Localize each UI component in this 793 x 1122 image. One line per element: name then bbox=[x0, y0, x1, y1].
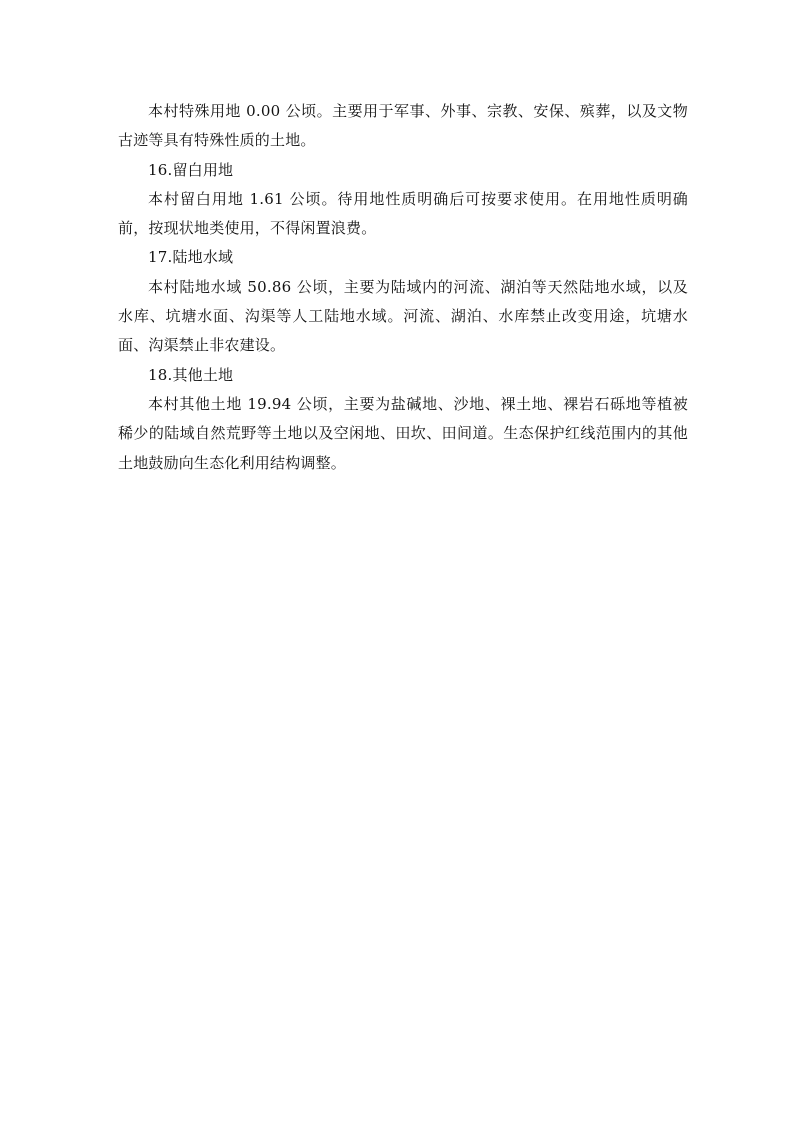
paragraph-other-land: 本村其他土地 19.94 公顷，主要为盐碱地、沙地、裸土地、裸岩石砾地等植被稀少的陆域自然荒野等土地以及空闲地、田坎、田间道。生态保护红线范围内的其他土地鼓励向生态化利用结构调整。 bbox=[118, 394, 688, 472]
heading-land-water: 17.陆地水域 bbox=[148, 248, 234, 267]
heading-reserved-land: 16.留白用地 bbox=[148, 160, 234, 179]
paragraph-special-land: 本村特殊用地 0.00 公顷。主要用于军事、外事、宗教、安保、殡葬，以及文物古迹等具有特殊性质的土地。 bbox=[118, 102, 688, 150]
paragraph-land-water: 本村陆地水域 50.86 公顷，主要为陆域内的河流、湖泊等天然陆地水域，以及水库、坑塘水面、沟渠等人工陆地水域。河流、湖泊、水库禁止改变用途，坑塘水面、沟渠禁止非农建设。 bbox=[118, 277, 688, 355]
heading-other-land: 18.其他土地 bbox=[148, 365, 234, 384]
document-page bbox=[118, 97, 688, 478]
paragraph-reserved-land: 本村留白用地 1.61 公顷。待用地性质明确后可按要求使用。在用地性质明确前，按现状地类使用，不得闲置浪费。 bbox=[118, 189, 688, 238]
